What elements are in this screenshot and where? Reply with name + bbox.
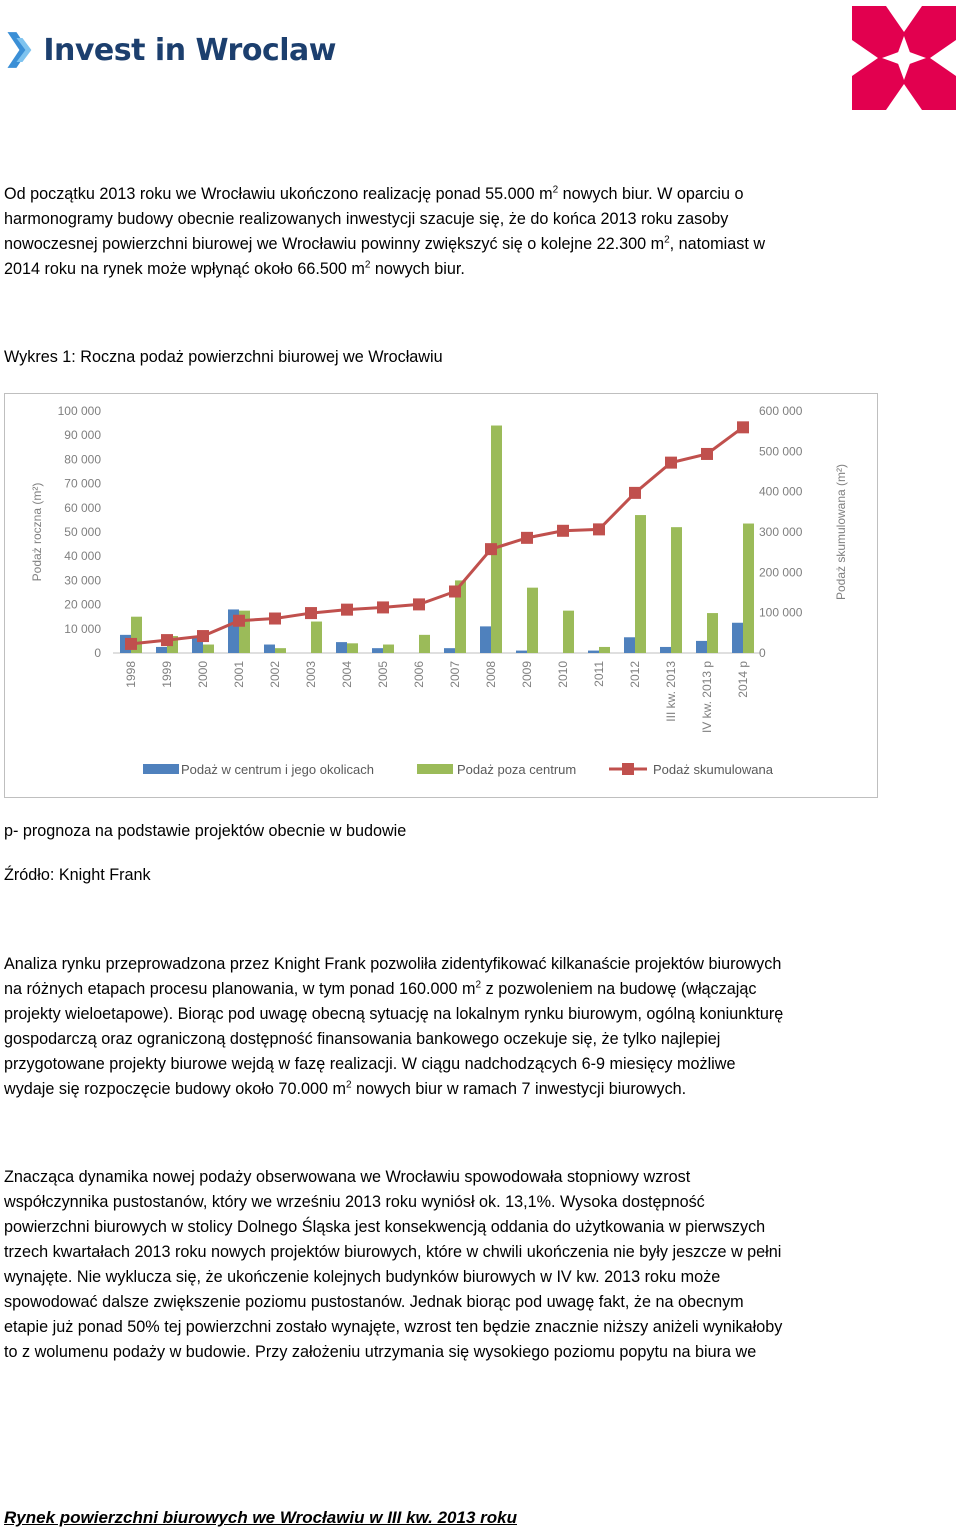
bar-outside-center	[347, 643, 358, 653]
x-tick-label: III kw. 2013	[664, 661, 678, 722]
vacancy-line-2: współczynnika pustostanów, który we wrześniu 2013 roku wyniósł ok. 13,1%. Wysoka dostępność	[4, 1193, 705, 1211]
legend-label: Podaż w centrum i jego okolicach	[181, 762, 374, 777]
y2-axis-title: Podaż skumulowana (m²)	[834, 463, 848, 601]
cumulative-marker	[485, 543, 497, 555]
cumulative-marker	[701, 448, 713, 460]
bar-outside-center	[743, 524, 754, 653]
bar-center	[444, 648, 455, 653]
bar-outside-center	[527, 588, 538, 653]
y-tick-label: 50 000	[64, 525, 101, 539]
cumulative-marker	[233, 615, 245, 627]
bar-center	[156, 647, 167, 653]
x-tick-label: 2007	[448, 661, 462, 688]
y-tick-label: 30 000	[64, 573, 101, 588]
y-axis-title: Podaż roczna (m²)	[30, 482, 44, 582]
x-tick-label: 1999	[160, 661, 174, 688]
invest-in-wroclaw-logo	[6, 22, 336, 78]
bar-outside-center	[599, 647, 610, 653]
analysis-line-5: przygotowane projekty biurowe wejdą w fazę realizacji. W ciągu nadchodzących 6-9 miesięcy możliwe	[4, 1055, 736, 1073]
bar-center	[588, 651, 599, 653]
cumulative-marker	[269, 613, 281, 625]
y-tick-label: 80 000	[64, 452, 101, 467]
y2-tick-label: 0	[759, 646, 766, 660]
x-tick-label: 2010	[556, 661, 570, 688]
bar-outside-center	[203, 645, 214, 653]
intro-line-4: 2014 roku na rynek może wpłynąć około 66.500 $m^2$ nowych biur.	[4, 259, 465, 278]
double-chevron-icon	[6, 24, 37, 76]
analysis-line-3: projekty wieloetapowe). Biorąc pod uwagę obecną sytuację na lokalnym rynku biurowym, ogólną koniunkturę	[4, 1005, 784, 1023]
cumulative-line	[131, 427, 743, 644]
cumulative-marker	[593, 523, 605, 535]
legend-swatch	[143, 764, 179, 774]
bar-center	[336, 642, 347, 653]
x-tick-label: 2005	[376, 661, 390, 688]
x-tick-label: 2000	[196, 661, 210, 688]
y2-tick-label: 500 000	[759, 444, 803, 459]
cumulative-marker	[197, 630, 209, 642]
vacancy-line-3: powierzchni biurowych w stolicy Dolnego Śląska jest konsekwencją oddania do użytkowania w pierwszych	[4, 1218, 766, 1236]
cumulative-marker	[737, 421, 749, 433]
bar-center	[696, 641, 707, 653]
chart-title: Wykres 1: Roczna podaż powierzchni biurowej we Wrocławiu	[4, 348, 443, 366]
cumulative-marker	[665, 457, 677, 469]
y-tick-label: 100 000	[57, 404, 101, 418]
cumulative-marker	[521, 532, 533, 544]
x-tick-label: 2006	[412, 661, 426, 688]
legend-swatch-marker	[622, 763, 634, 775]
x-tick-label: 2003	[304, 661, 318, 688]
bar-outside-center	[671, 527, 682, 653]
y2-tick-label: 200 000	[759, 565, 803, 580]
y-tick-label: 90 000	[64, 428, 101, 443]
intro-line-1: Od początku 2013 roku we Wrocławiu ukończono realizację ponad 55.000 $m^2$ nowych biur. W oparciu o	[4, 184, 744, 203]
cumulative-marker	[161, 634, 173, 646]
brand-x-mark-icon	[852, 6, 956, 110]
analysis-line-4: gospodarczą oraz ograniczoną dostępność finansowania bankowego oczekuje się, że tylko najlepiej	[4, 1030, 721, 1048]
y-tick-label: 0	[94, 646, 101, 660]
intro-paragraph	[4, 182, 924, 282]
cumulative-marker	[341, 604, 353, 616]
y2-tick-label: 100 000	[759, 605, 803, 620]
source-note: Źródło: Knight Frank	[4, 866, 151, 884]
analysis-paragraph	[4, 952, 924, 1102]
vacancy-line-8: to z wolumenu podaży w budowie. Przy założeniu utrzymania się wysokiego poziomu popytu na biura we	[4, 1343, 757, 1361]
x-tick-label: 2004	[340, 661, 354, 688]
cumulative-marker	[629, 487, 641, 499]
y-tick-label: 60 000	[64, 500, 101, 515]
analysis-line-2: na różnych etapach procesu planowania, w tym ponad 160.000 $m^2$ z pozwoleniem na budowę (włączając	[4, 979, 757, 998]
vacancy-paragraph	[4, 1165, 924, 1365]
x-tick-label: 2008	[484, 661, 498, 688]
analysis-line-6: wydaje się rozpoczęcie budowy około 70.000 $m^2$ nowych biur w ramach 7 inwestycji biurowych.	[4, 1079, 687, 1098]
bar-center	[372, 648, 383, 653]
vacancy-line-5: wynajęte. Nie wyklucza się, że ukończenie kolejnych budynków biurowych w IV kw. 2013 roku może	[4, 1268, 721, 1286]
y2-tick-label: 300 000	[759, 525, 803, 539]
bar-outside-center	[419, 635, 430, 653]
y-tick-label: 10 000	[64, 621, 101, 636]
y2-tick-label: 600 000	[759, 404, 803, 418]
cumulative-marker	[413, 598, 425, 610]
bar-center	[516, 651, 527, 653]
bar-center	[264, 645, 275, 653]
y2-tick-label: 400 000	[759, 484, 803, 499]
bar-center	[480, 626, 491, 653]
y-tick-label: 70 000	[64, 476, 101, 491]
cumulative-marker	[557, 525, 569, 537]
cumulative-marker	[305, 607, 317, 619]
bar-outside-center	[563, 611, 574, 653]
x-tick-label: 1998	[124, 661, 138, 688]
intro-line-2: harmonogramy budowy obecnie realizowanych inwestycji szacuje się, że do końca 2013 roku zasoby	[4, 210, 729, 228]
x-tick-label: 2002	[268, 661, 282, 688]
bar-outside-center	[383, 645, 394, 653]
x-tick-label: 2011	[592, 661, 606, 687]
vacancy-line-1: Znacząca dynamika nowej podaży obserwowana we Wrocławiu spowodowała stopniowy wzrost	[4, 1168, 691, 1186]
x-tick-label: 2012	[628, 661, 642, 688]
section-title: Rynek powierzchni biurowych we Wrocławiu w III kw. 2013 roku	[4, 1508, 517, 1527]
y-tick-label: 20 000	[64, 597, 101, 612]
cumulative-marker	[377, 601, 389, 613]
x-tick-label: 2009	[520, 661, 534, 688]
bar-center	[732, 623, 743, 653]
legend-label: Podaż poza centrum	[457, 762, 577, 777]
chart-container	[4, 393, 878, 798]
cumulative-marker	[449, 585, 461, 597]
vacancy-line-7: etapie już ponad 50% tej powierzchni zostało wynajęte, wzrost ten będzie znacznie niższy aniżeli wynikałoby	[4, 1318, 783, 1336]
bar-outside-center	[491, 426, 502, 653]
bar-outside-center	[275, 648, 286, 653]
cumulative-marker	[125, 638, 137, 650]
supply-chart	[5, 394, 879, 799]
legend-label: Podaż skumulowana	[653, 762, 773, 777]
bar-center	[660, 647, 671, 653]
legend-swatch	[417, 764, 453, 774]
analysis-line-1: Analiza rynku przeprowadzona przez Knight Frank pozwoliła zidentyfikować kilkanaście projektów biurowych	[4, 955, 782, 973]
y-tick-label: 40 000	[64, 549, 101, 564]
logo-text: Invest in Wroclaw	[43, 32, 336, 68]
bar-center	[624, 637, 635, 653]
vacancy-line-6: spowodować dalsze zwiększenie poziomu pustostanów. Jednak biorąc pod uwagę fakt, że na obecnym	[4, 1293, 744, 1311]
bar-outside-center	[707, 613, 718, 653]
bar-outside-center	[311, 622, 322, 653]
bar-outside-center	[635, 515, 646, 653]
forecast-note: p- prognoza na podstawie projektów obecnie w budowie	[4, 822, 407, 840]
x-tick-label: IV kw. 2013 p	[700, 661, 714, 734]
vacancy-line-4: trzech kwartałach 2013 roku nowych projektów biurowych, które w chwili ukończenia nie były jeszcze w pełni	[4, 1243, 782, 1261]
x-tick-label: 2001	[232, 661, 246, 688]
x-tick-label: 2014 p	[736, 661, 750, 698]
intro-line-3: nowoczesnej powierzchni biurowej we Wrocławiu powinny zwiększyć się o kolejne 22.300 $m^2$, natomiast w	[4, 234, 766, 253]
